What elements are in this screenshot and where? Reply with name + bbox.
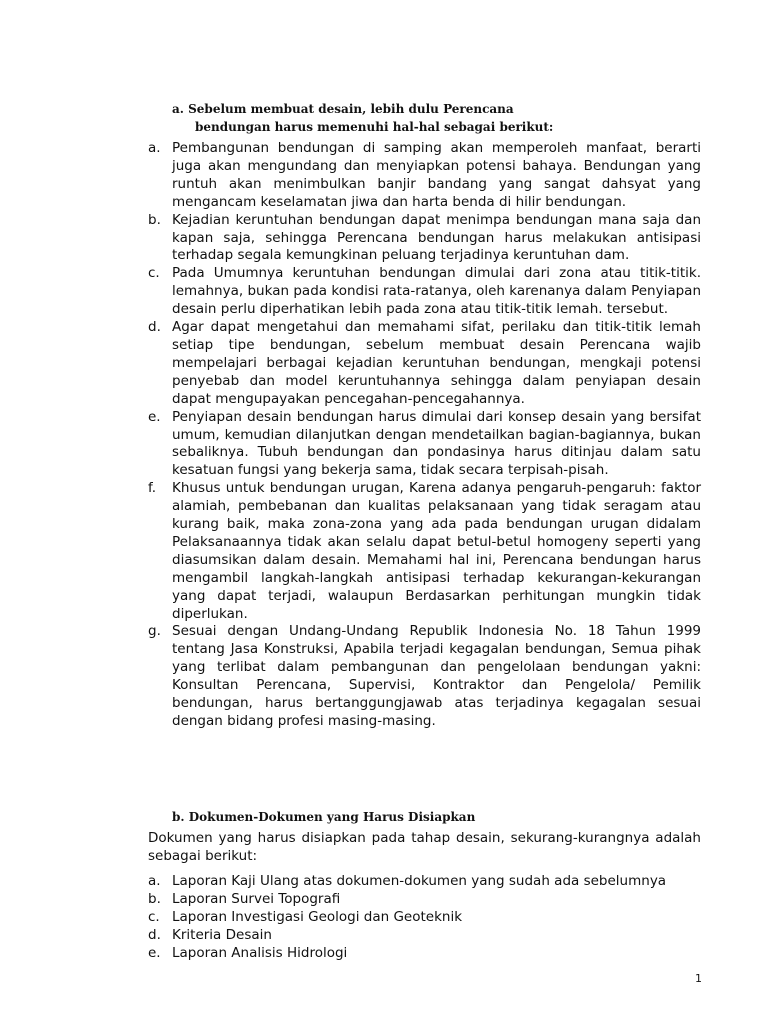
list-item-text: Agar dapat mengetahui dan memahami sifat, perilaku dan titik-titik lemah setiap tipe bendungan, sebelum membuat desain Perencana wajib mempelajari berbagai kejadian keruntuhan bendungan, mengkaji potensi penyebab dan model keruntuhannya sehingga dalam penyiapan desain dapat mengupayakan pencegahan-pencegahannya. [172, 319, 701, 407]
list-marker: b. [148, 211, 161, 228]
list-marker: e. [148, 944, 161, 961]
list-item [148, 873, 701, 891]
section-b-heading: b. Dokumen-Dokumen yang Harus Disiapkan [172, 810, 476, 824]
list-item [148, 319, 701, 409]
list-item-text: Laporan Analisis Hidrologi [172, 944, 348, 961]
section-a-list [148, 140, 701, 731]
section-a-heading-line2: bendungan harus memenuhi hal-hal sebagai berikut: [195, 120, 554, 134]
page-number: 1 [695, 972, 702, 985]
list-marker: d. [148, 319, 161, 336]
list-item [148, 409, 701, 481]
list-marker: d. [148, 926, 161, 943]
list-item-text: Laporan Survei Topografi [172, 890, 341, 907]
list-item-text: Kejadian keruntuhan bendungan dapat menimpa bendungan mana saja dan kapan saja, sehingga Perencana bendungan harus melakukan antisipasi terhadap segala kemungkinan peluang terjadinya keruntuhan dam. [172, 211, 701, 264]
list-marker: a. [148, 140, 161, 156]
list-item [148, 480, 701, 623]
list-marker: f. [148, 480, 157, 497]
list-item-text: Khusus untuk bendungan urugan, Karena adanya pengaruh-pengaruh: faktor alamiah, pembebanan dan kualitas pelaksanaan yang tidak seragam atau kurang baik, maka zona-zona yang ada pada bendungan urugan didalam Pelaksanaannya tidak akan selalu dapat betul-betul homogeny seperti yang diasumsikan dalam desain. Memahami hal ini, Perencana bendungan harus mengambil langkah-langkah antisipasi terhadap kekurangan-kekurangan yang dapat terjadi, walaupun Berdasarkan perhitungan mungkin tidak diperlukan. [172, 480, 701, 622]
list-item-text: Sesuai dengan Undang-Undang Republik Indonesia No. 18 Tahun 1999 tentang Jasa Konstruksi, Apabila terjadi kegagalan bendungan, Semua pihak yang terlibat dalam pembangunan dan pengelolaan bendungan yakni: Konsultan Perencana, Supervisi, Kontraktor dan Pengelola/ Pemilik bendungan, harus bertanggungjawab atas terjadinya kegagalan sesuai dengan bidang profesi masing-masing. [172, 623, 701, 729]
list-item-text: Penyiapan desain bendungan harus dimulai dari konsep desain yang bersifat umum, kemudian dilanjutkan dengan mendetailkan bagian-bagiannya, bukan sebaliknya. Tubuh bendungan dan pondasinya harus ditinjau dalam satu kesatuan fungsi yang bekerja sama, tidak secara terpisah-pisah. [172, 408, 701, 479]
list-item [148, 265, 701, 319]
list-marker: a. [148, 873, 161, 889]
section-b-intro: Dokumen yang harus disiapkan pada tahap desain, sekurang-kurangnya adalah sebagai berikut: [148, 830, 701, 864]
list-item-text: Pembangunan bendungan di samping akan memperoleh manfaat, berarti juga akan mengundang dan menyiapkan potensi bahaya. Bendungan yang runtuh akan menimbulkan banjir bandang yang sangat dahsyat yang mengancam keselamatan jiwa dan harta benda di hilir bendungan. [172, 140, 701, 210]
list-marker: c. [148, 908, 160, 925]
list-item [148, 909, 701, 927]
list-item-text: Pada Umumnya keruntuhan bendungan dimulai dari zona atau titik-titik. lemahnya, bukan pada kondisi rata-ratanya, oleh karenanya dalam Penyiapan desain perlu diperhatikan lebih pada zona atau titik-titik lemah. tersebut. [172, 265, 701, 318]
list-item [148, 927, 701, 945]
list-marker: c. [148, 265, 160, 282]
section-b-list [148, 873, 701, 963]
list-item [148, 891, 701, 909]
section-a-heading-line1: a. Sebelum membuat desain, lebih dulu Perencana [172, 102, 514, 116]
list-item [148, 623, 701, 730]
list-marker: g. [148, 623, 161, 640]
list-marker: e. [148, 408, 161, 425]
list-item-text: Laporan Investigasi Geologi dan Geoteknik [172, 908, 463, 925]
list-item [148, 212, 701, 266]
list-item-text: Laporan Kaji Ulang atas dokumen-dokumen yang sudah ada sebelumnya [172, 873, 667, 889]
list-item [148, 945, 701, 963]
list-marker: b. [148, 890, 161, 907]
list-item-text: Kriteria Desain [172, 926, 272, 943]
list-item [148, 140, 701, 212]
